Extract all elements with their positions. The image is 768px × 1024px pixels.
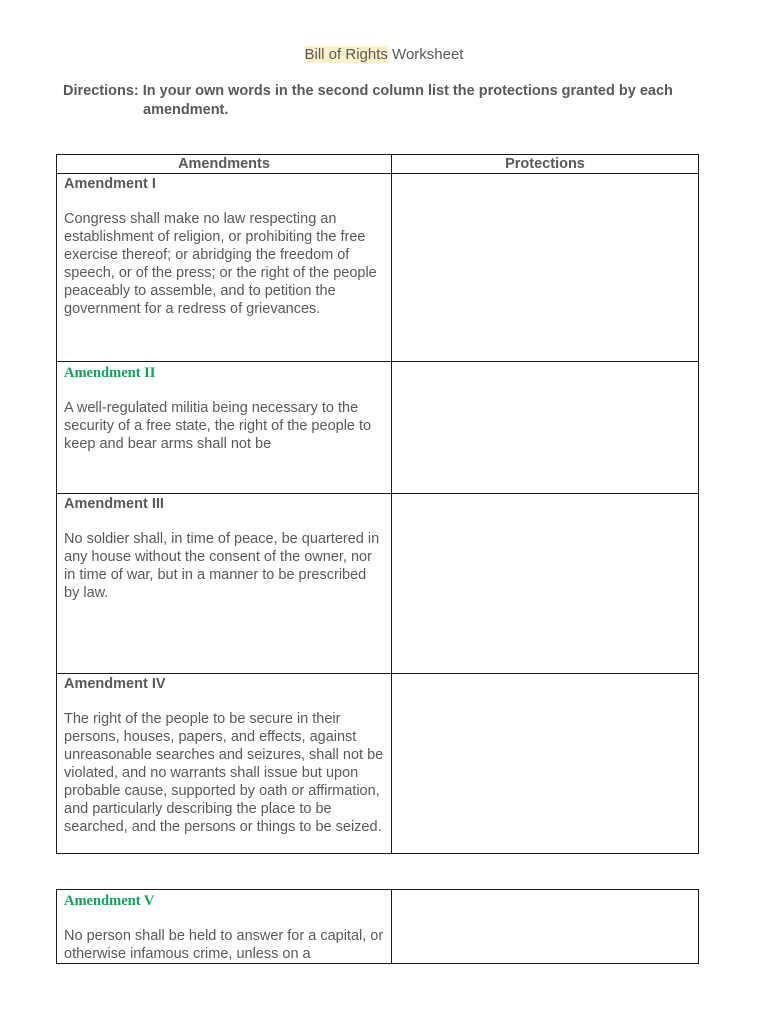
amendment-title: Amendment I	[64, 176, 156, 192]
table-row	[57, 174, 699, 362]
amendment-title: Amendment III	[64, 496, 164, 512]
amendments-table	[56, 154, 699, 854]
amendments-table-continued	[56, 889, 699, 964]
protections-cell[interactable]	[392, 362, 699, 494]
table-header-row	[57, 155, 699, 174]
amendment-cell	[57, 174, 392, 362]
directions-line-1: Directions: In your own words in the second column list the protections granted by each	[63, 83, 673, 99]
title-rest-text: Worksheet	[387, 46, 464, 63]
protections-cell[interactable]	[392, 174, 699, 362]
amendment-title: Amendment II	[64, 365, 156, 381]
protections-cell[interactable]	[392, 674, 699, 854]
table-row	[57, 674, 699, 854]
amendment-title: Amendment IV	[64, 676, 166, 692]
amendment-title: Amendment V	[64, 893, 155, 909]
table-row	[57, 890, 699, 964]
protections-cell[interactable]	[392, 890, 699, 964]
amendment-text: Congress shall make no law respecting an establishment of religion, or prohibiting the free exercise thereof; or abridging the freedom of speech, or of the press; or the right of the people peaceably to assemble, and to petition the government for a redress of grievances.	[64, 211, 377, 317]
amendment-text: A well-regulated militia being necessary to the security of a free state, the right of the people to keep and bear arms shall not be	[64, 400, 372, 452]
title-highlighted-text: Bill of Rights	[304, 46, 388, 63]
table-row	[57, 362, 699, 494]
directions-line-2: amendment.	[143, 102, 229, 118]
header-amendments: Amendments	[57, 155, 392, 174]
amendment-text: The right of the people to be secure in their persons, houses, papers, and effects, against unreasonable searches and seizures, shall not be violated, and no warrants shall issue but upon probable cause, supported by oath or affirmation, and particularly describing the place to be searched, and the persons or things to be seized.	[64, 711, 384, 835]
amendment-cell	[57, 494, 392, 674]
protections-cell[interactable]	[392, 494, 699, 674]
amendment-text: No soldier shall, in time of peace, be quartered in any house without the consent of the owner, nor in time of war, but in a manner to be prescribed by law.	[64, 531, 380, 601]
amendment-cell	[57, 890, 392, 964]
amendment-cell	[57, 674, 392, 854]
worksheet-title	[0, 46, 768, 64]
amendment-cell	[57, 362, 392, 494]
amendment-text: No person shall be held to answer for a capital, or otherwise infamous crime, unless on a	[64, 928, 384, 962]
directions	[63, 82, 713, 120]
table-row	[57, 494, 699, 674]
header-protections: Protections	[392, 155, 699, 174]
